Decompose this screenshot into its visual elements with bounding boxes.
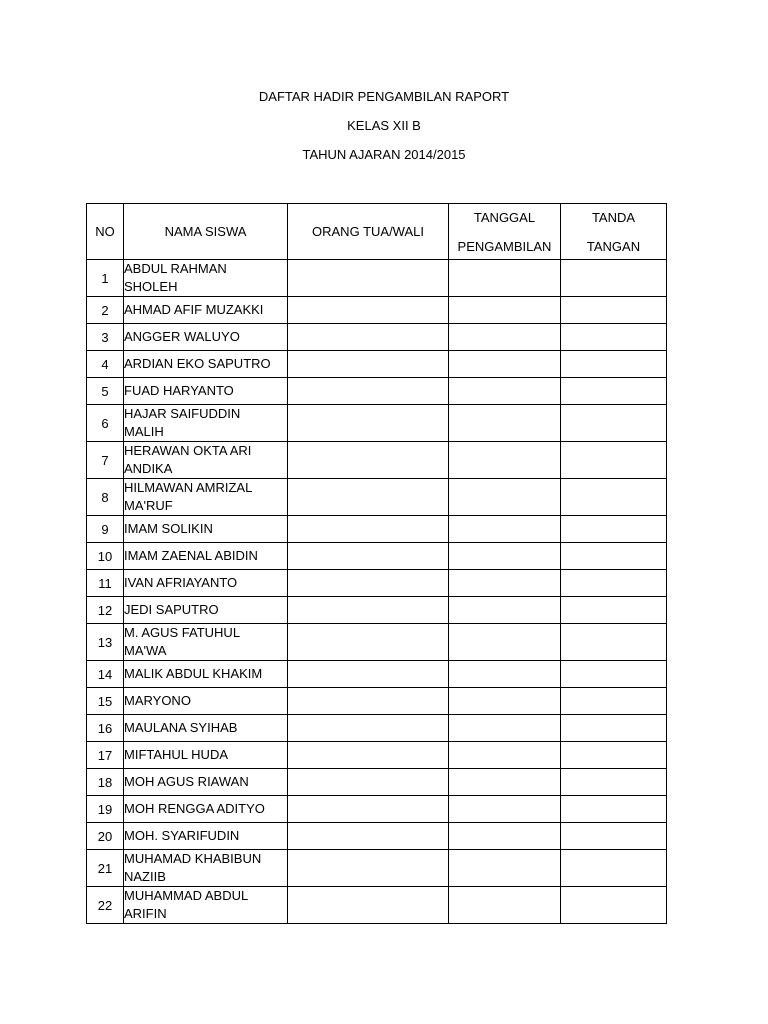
table-row: [87, 297, 667, 324]
student-name-line1: MUHAMAD KHABIBUN: [124, 851, 262, 866]
parent-cell: [288, 769, 449, 796]
student-name-line1: IVAN AFRIAYANTO: [124, 575, 238, 590]
pickup-date-cell: [449, 378, 561, 405]
header-signature-line2: TANGAN: [586, 238, 641, 254]
student-name-line1: IMAM ZAENAL ABIDIN: [124, 548, 258, 563]
header-no: NO: [87, 204, 124, 260]
pickup-date-cell: [449, 887, 561, 924]
signature-cell: [561, 351, 667, 378]
row-number: 19: [87, 796, 124, 823]
signature-cell: [561, 769, 667, 796]
row-number: 1: [87, 260, 124, 297]
row-number: 15: [87, 688, 124, 715]
parent-cell: [288, 688, 449, 715]
pickup-date-cell: [449, 597, 561, 624]
student-name-line1: MARYONO: [124, 693, 191, 708]
student-name-line2: SHOLEH: [124, 279, 178, 294]
table-row: [87, 543, 667, 570]
row-number: 4: [87, 351, 124, 378]
signature-cell: [561, 479, 667, 516]
signature-cell: [561, 661, 667, 688]
student-name-line2: NAZIIB: [124, 869, 166, 884]
pickup-date-cell: [449, 823, 561, 850]
row-number: 12: [87, 597, 124, 624]
student-name-line1: ABDUL RAHMAN: [124, 261, 227, 276]
student-name-line2: MA'RUF: [124, 498, 173, 513]
parent-cell: [288, 324, 449, 351]
table-row: [87, 661, 667, 688]
table-row: [87, 769, 667, 796]
signature-cell: [561, 324, 667, 351]
pickup-date-cell: [449, 442, 561, 479]
pickup-date-cell: [449, 479, 561, 516]
table-row: [87, 688, 667, 715]
row-number: 9: [87, 516, 124, 543]
student-name: [124, 796, 288, 823]
student-name: [124, 624, 288, 661]
student-name-line1: MOH AGUS RIAWAN: [124, 774, 249, 789]
parent-cell: [288, 297, 449, 324]
student-name-line1: ANGGER WALUYO: [124, 329, 240, 344]
student-name: [124, 661, 288, 688]
student-name-line1: IMAM SOLIKIN: [124, 521, 213, 536]
parent-cell: [288, 479, 449, 516]
pickup-date-cell: [449, 351, 561, 378]
row-number: 22: [87, 887, 124, 924]
pickup-date-cell: [449, 850, 561, 887]
table-body: [87, 260, 667, 924]
parent-cell: [288, 796, 449, 823]
pickup-date-cell: [449, 516, 561, 543]
student-name: [124, 742, 288, 769]
signature-cell: [561, 260, 667, 297]
student-name: [124, 823, 288, 850]
student-name-line1: MAULANA SYIHAB: [124, 720, 238, 735]
signature-cell: [561, 823, 667, 850]
table-row: [87, 570, 667, 597]
signature-cell: [561, 405, 667, 442]
student-name-line2: ANDIKA: [124, 461, 173, 476]
class-label: KELAS XII B: [347, 118, 421, 133]
student-name-line1: FUAD HARYANTO: [124, 383, 234, 398]
pickup-date-cell: [449, 624, 561, 661]
parent-cell: [288, 351, 449, 378]
parent-cell: [288, 260, 449, 297]
table-header-row: [87, 204, 667, 260]
parent-cell: [288, 823, 449, 850]
student-name-line1: HILMAWAN AMRIZAL: [124, 480, 253, 495]
pickup-date-cell: [449, 324, 561, 351]
student-name: [124, 324, 288, 351]
signature-cell: [561, 543, 667, 570]
row-number: 13: [87, 624, 124, 661]
parent-cell: [288, 887, 449, 924]
signature-cell: [561, 742, 667, 769]
header-student-name: NAMA SISWA: [124, 204, 288, 260]
table-row: [87, 624, 667, 661]
signature-cell: [561, 796, 667, 823]
table-row: [87, 479, 667, 516]
parent-cell: [288, 742, 449, 769]
header-pickup-date-line1: TANGGAL: [473, 209, 536, 225]
table-row: [87, 378, 667, 405]
pickup-date-cell: [449, 688, 561, 715]
signature-cell: [561, 570, 667, 597]
parent-cell: [288, 442, 449, 479]
table-row: [87, 351, 667, 378]
signature-cell: [561, 597, 667, 624]
signature-cell: [561, 887, 667, 924]
table-row: [87, 850, 667, 887]
row-number: 3: [87, 324, 124, 351]
table-row: [87, 796, 667, 823]
document-title: DAFTAR HADIR PENGAMBILAN RAPORT: [258, 89, 510, 104]
student-name-line2: ARIFIN: [124, 906, 167, 921]
parent-cell: [288, 516, 449, 543]
row-number: 20: [87, 823, 124, 850]
pickup-date-cell: [449, 796, 561, 823]
pickup-date-cell: [449, 769, 561, 796]
row-number: 16: [87, 715, 124, 742]
row-number: 11: [87, 570, 124, 597]
student-name: [124, 769, 288, 796]
student-name: [124, 688, 288, 715]
parent-cell: [288, 715, 449, 742]
signature-cell: [561, 850, 667, 887]
table-row: [87, 597, 667, 624]
document-title-block: [0, 88, 768, 175]
header-pickup-date-line2: PENGAMBILAN: [457, 238, 552, 254]
row-number: 6: [87, 405, 124, 442]
parent-cell: [288, 378, 449, 405]
table-row: [87, 715, 667, 742]
pickup-date-cell: [449, 570, 561, 597]
signature-cell: [561, 624, 667, 661]
student-name: [124, 297, 288, 324]
student-name-line1: M. AGUS FATUHUL: [124, 625, 241, 640]
pickup-date-cell: [449, 543, 561, 570]
pickup-date-cell: [449, 661, 561, 688]
student-name-line1: HAJAR SAIFUDDIN: [124, 406, 241, 421]
row-number: 17: [87, 742, 124, 769]
student-name-line1: MUHAMMAD ABDUL: [124, 888, 249, 903]
student-name: [124, 715, 288, 742]
student-name-line1: AHMAD AFIF MUZAKKI: [124, 302, 264, 317]
pickup-date-cell: [449, 715, 561, 742]
parent-cell: [288, 543, 449, 570]
table-row: [87, 887, 667, 924]
table-row: [87, 516, 667, 543]
header-parent: ORANG TUA/WALI: [288, 204, 449, 260]
row-number: 2: [87, 297, 124, 324]
student-name: [124, 543, 288, 570]
row-number: 21: [87, 850, 124, 887]
pickup-date-cell: [449, 260, 561, 297]
row-number: 7: [87, 442, 124, 479]
row-number: 14: [87, 661, 124, 688]
student-name-line1: ARDIAN EKO SAPUTRO: [124, 356, 271, 371]
header-signature: [561, 204, 667, 260]
signature-cell: [561, 297, 667, 324]
parent-cell: [288, 570, 449, 597]
student-name-line1: JEDI SAPUTRO: [124, 602, 219, 617]
table-row: [87, 260, 667, 297]
student-name: [124, 597, 288, 624]
table-row: [87, 742, 667, 769]
row-number: 10: [87, 543, 124, 570]
student-name-line1: HERAWAN OKTA ARI: [124, 443, 252, 458]
student-name: [124, 378, 288, 405]
student-name: [124, 850, 288, 887]
student-name-line2: MA'WA: [124, 643, 167, 658]
attendance-table: [86, 203, 667, 924]
pickup-date-cell: [449, 405, 561, 442]
signature-cell: [561, 378, 667, 405]
student-name: [124, 570, 288, 597]
signature-cell: [561, 516, 667, 543]
parent-cell: [288, 597, 449, 624]
student-name-line1: MALIK ABDUL KHAKIM: [124, 666, 263, 681]
header-pickup-date: [449, 204, 561, 260]
signature-cell: [561, 442, 667, 479]
pickup-date-cell: [449, 742, 561, 769]
student-name-line1: MIFTAHUL HUDA: [124, 747, 228, 762]
student-name: [124, 351, 288, 378]
pickup-date-cell: [449, 297, 561, 324]
academic-year-label: TAHUN AJARAN 2014/2015: [302, 147, 466, 162]
student-name: [124, 260, 288, 297]
student-name: [124, 887, 288, 924]
student-name-line1: MOH RENGGA ADITYO: [124, 801, 265, 816]
signature-cell: [561, 715, 667, 742]
row-number: 5: [87, 378, 124, 405]
student-name-line2: MALIH: [124, 424, 164, 439]
table-row: [87, 324, 667, 351]
parent-cell: [288, 405, 449, 442]
table-row: [87, 405, 667, 442]
parent-cell: [288, 850, 449, 887]
student-name: [124, 479, 288, 516]
signature-cell: [561, 688, 667, 715]
parent-cell: [288, 661, 449, 688]
row-number: 18: [87, 769, 124, 796]
parent-cell: [288, 624, 449, 661]
header-signature-line1: TANDA: [591, 209, 636, 225]
table-row: [87, 442, 667, 479]
student-name: [124, 405, 288, 442]
student-name: [124, 442, 288, 479]
table-row: [87, 823, 667, 850]
student-name: [124, 516, 288, 543]
row-number: 8: [87, 479, 124, 516]
student-name-line1: MOH. SYARIFUDIN: [124, 828, 240, 843]
